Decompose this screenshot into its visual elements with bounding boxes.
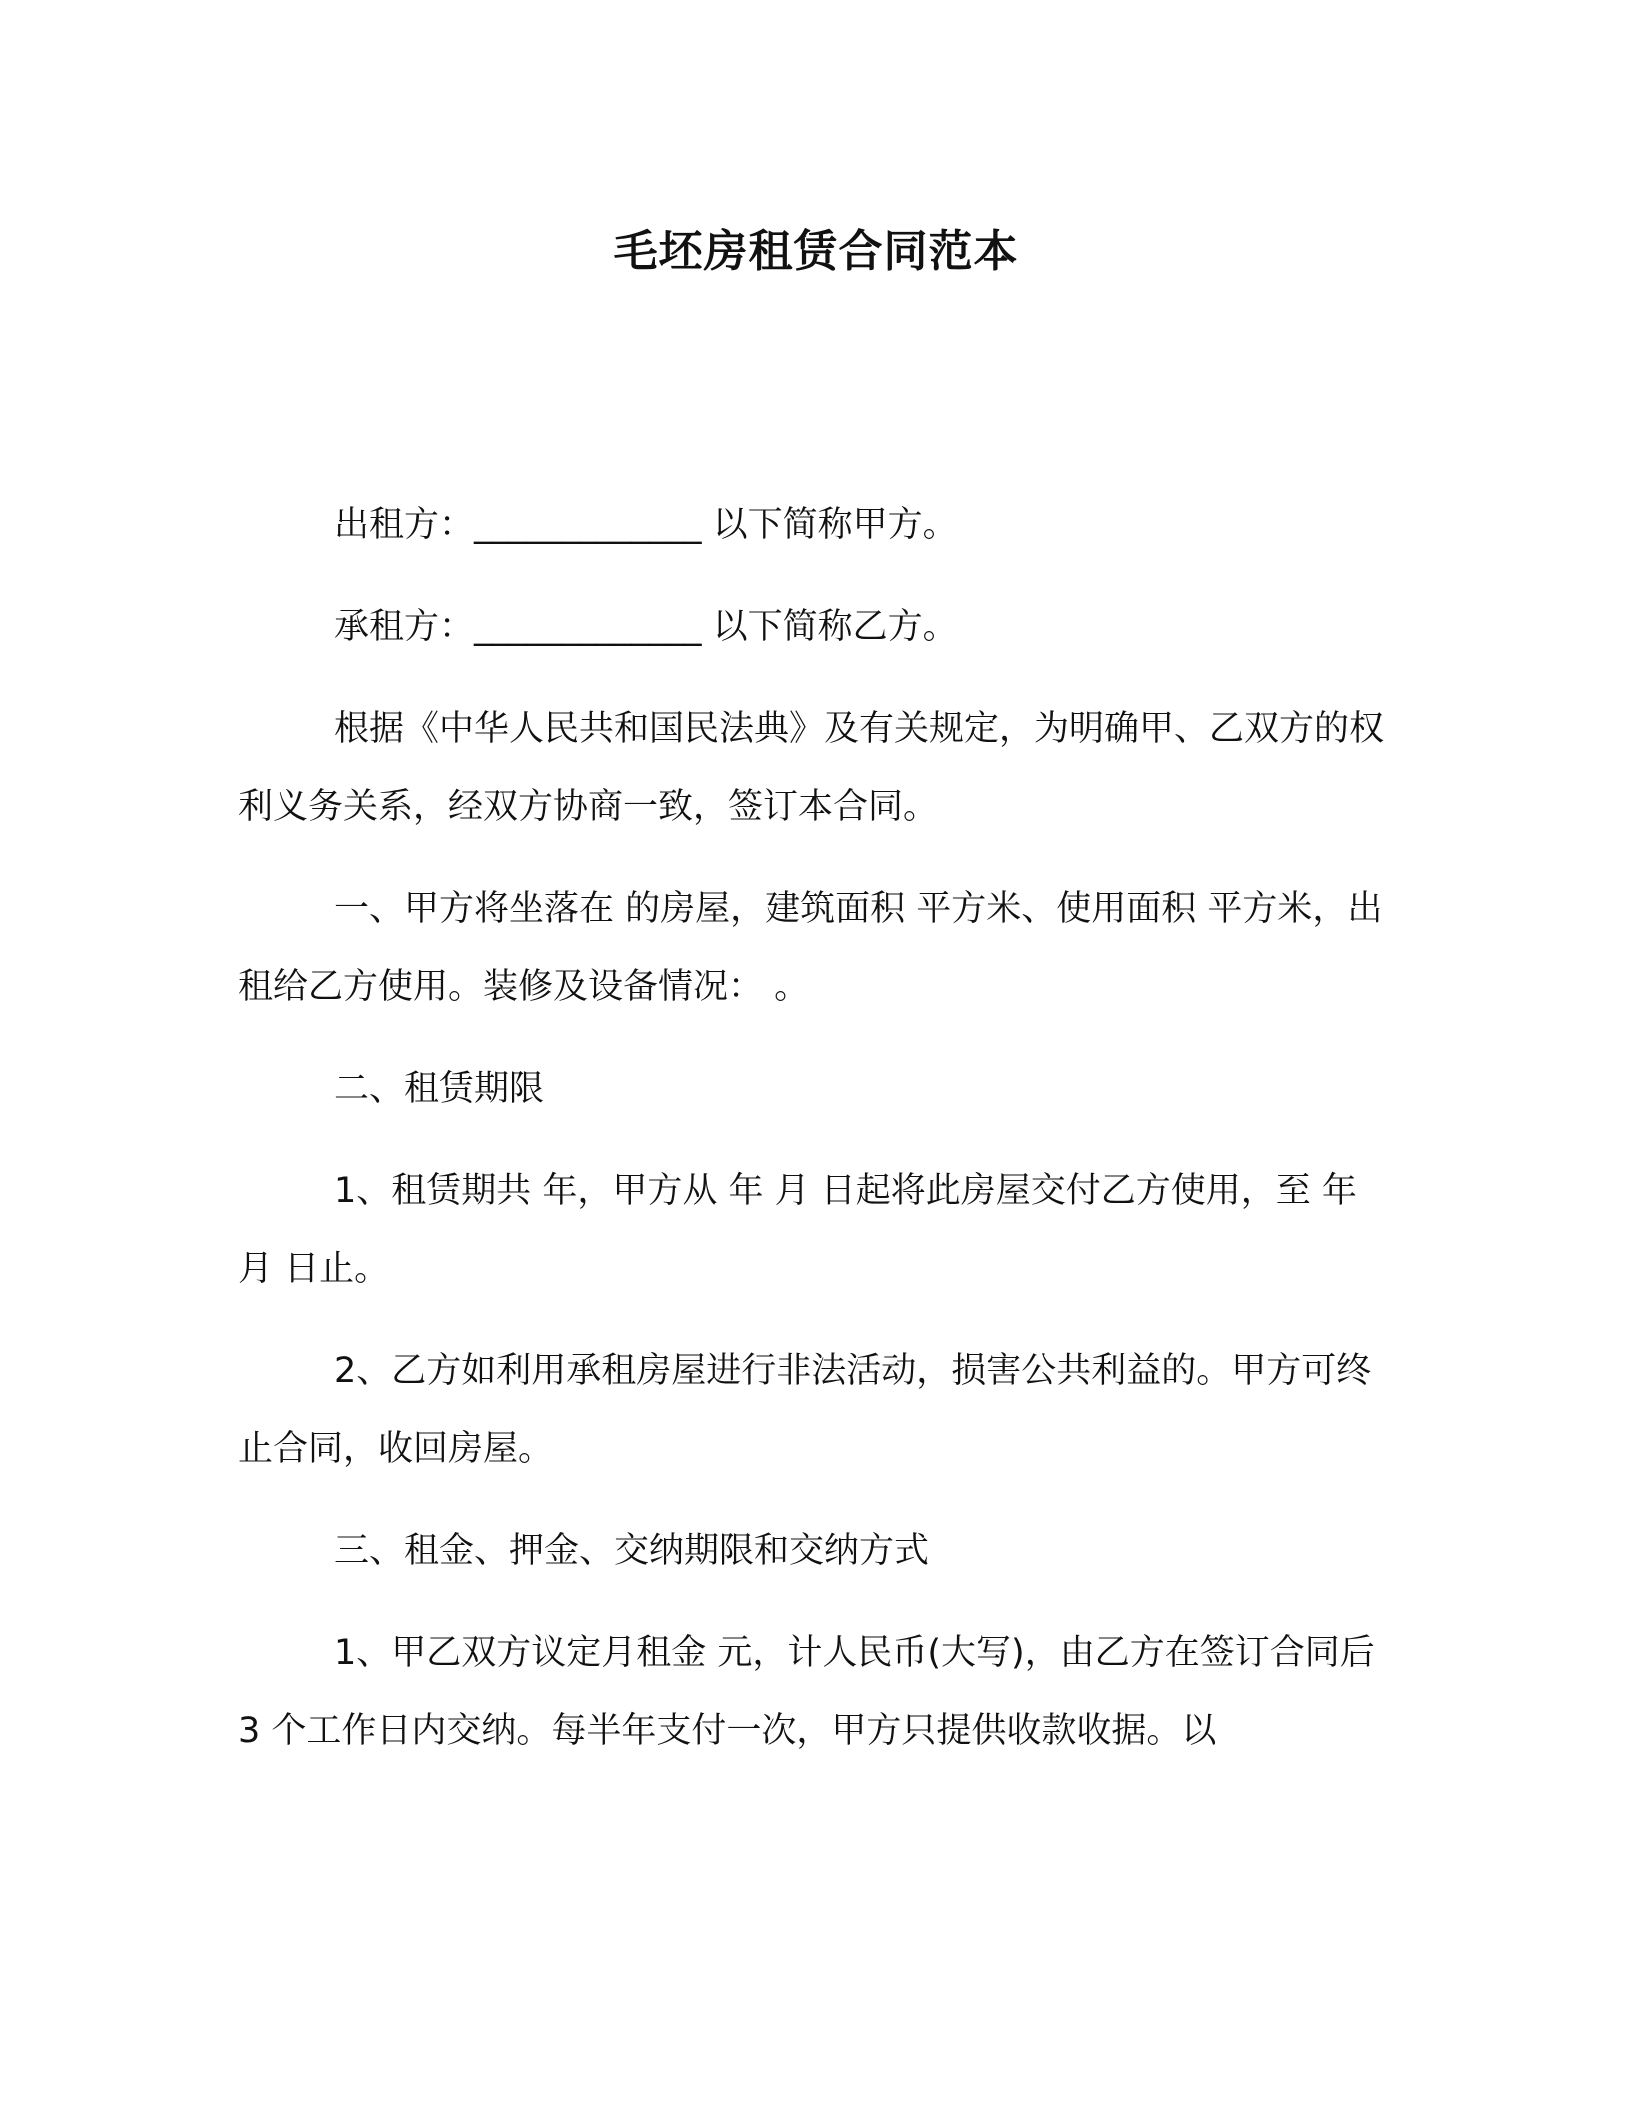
lessor-line: 出租方：_____________ 以下简称甲方。 (334, 505, 958, 545)
illegal-use-paragraph: 2、乙方如利用承租房屋进行非法活动，损害公共利益的。甲方可终止合同，收回房屋。 (238, 1351, 1372, 1469)
document-title: 毛坯房租赁合同范本 (613, 226, 1019, 277)
preamble-paragraph: 根据《中华人民共和国民法典》及有关规定，为明确甲、乙双方的权利义务关系，经双方协商一致，签订本合同。 (238, 709, 1385, 827)
section-3-heading: 三、租金、押金、交纳期限和交纳方式 (334, 1531, 930, 1571)
lease-term-paragraph: 1、租赁期共 年，甲方从 年 月 日起将此房屋交付乙方使用，至 年 月 日止。 (238, 1171, 1357, 1289)
clause-1-paragraph: 一、甲方将坐落在 的房屋，建筑面积 平方米、使用面积 平方米，出租给乙方使用。装修及设备情况： 。 (238, 889, 1383, 1007)
rent-paragraph: 1、甲乙双方议定月租金 元，计人民币(大写)，由乙方在签订合同后 3 个工作日内交纳。每半年支付一次，甲方只提供收款收据。以 (238, 1633, 1375, 1751)
lessee-line: 承租方：_____________ 以下简称乙方。 (334, 607, 958, 647)
section-2-heading: 二、租赁期限 (334, 1069, 545, 1109)
